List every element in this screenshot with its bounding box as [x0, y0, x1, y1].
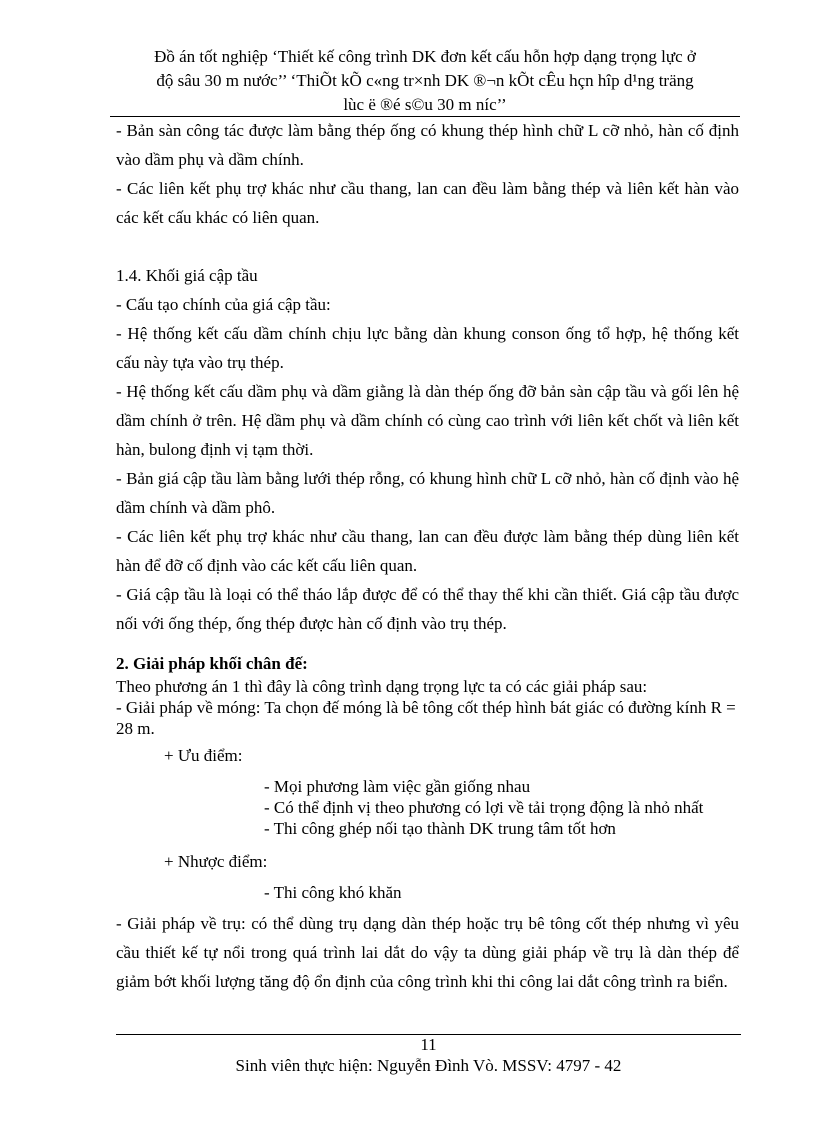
section-1-4-item: - Cấu tạo chính của giá cập tầu: [116, 295, 331, 314]
advantage-item: - Thi công ghép nối tạo thành DK trung tâm tốt hơn [264, 819, 616, 838]
section-1-4-item: - Các liên kết phụ trợ khác như cầu thang, lan can đều được làm bằng thép dùng liên kết hàn để đỡ cố định vào các kết cấu liên quan. [116, 527, 739, 575]
advantages-label: + Ưu điểm: [164, 746, 243, 765]
main-content [116, 116, 739, 996]
header-line-1: Đồ án tốt nghiệp ‘Thiết kế công trình DK đơn kết cấu hỗn hợp dạng trọng lực ở [154, 47, 696, 66]
header-line-2: độ sâu 30 m nước’’ ‘ThiÕt kÕ c«ng tr×nh DK ®¬n kÕt cÊu hçn hîp d¹ng träng [156, 71, 694, 90]
paragraph-auxiliary-links: - Các liên kết phụ trợ khác như cầu thang, lan can đều làm bằng thép và liên kết hàn vào các kết cấu khác có liên quan. [116, 179, 739, 227]
section-1-4-item: - Bản giá cập tầu làm bằng lưới thép rỗng, có khung hình chữ L cỡ nhỏ, hàn cố định vào hệ dầm chính và dầm phô. [116, 469, 739, 517]
section-1-4-item: - Hệ thống kết cấu dầm chính chịu lực bằng dàn khung conson ống tổ hợp, hệ thống kết cấu này tựa vào trụ thép. [116, 324, 739, 372]
advantage-item: - Có thể định vị theo phương có lợi về tải trọng động là nhỏ nhất [264, 798, 704, 817]
advantage-item: - Mọi phương làm việc gần giống nhau [264, 777, 531, 796]
paragraph-deck-slab: - Bản sàn công tác được làm bằng thép ống có khung thép hình chữ L cỡ nhỏ, hàn cố định vào dầm phụ và dầm chính. [116, 121, 739, 169]
section-1-4-item: - Giá cập tầu là loại có thể tháo lắp được để có thể thay thế khi cần thiết. Giá cập tầu được nối với ống thép, ống thép được hàn cố định vào trụ thép. [116, 585, 739, 633]
section-1-4-title: 1.4. Khối giá cập tầu [116, 266, 258, 285]
section-2-intro: Theo phương án 1 thì đây là công trình dạng trọng lực ta có các giải pháp sau: [116, 677, 648, 696]
pillar-solution: - Giải pháp về trụ: có thể dùng trụ dạng dàn thép hoặc trụ bê tông cốt thép nhưng vì yêu cầu thiết kế tự nổi trong quá trình lai dắt do vậy ta dùng giải pháp về trụ là dàn thép để giảm bớt khối lượng tăng độ ổn định của công trình khi thi công lai dắt công trình ra biển. [116, 914, 739, 991]
foundation-solution: - Giải pháp về móng: Ta chọn đế móng là bê tông cốt thép hình bát giác có đường kính R = 28 m. [116, 698, 736, 738]
disadvantages-label: + Nhược điểm: [164, 852, 268, 871]
header-line-3: lùc ë ®é s©u 30 m níc’’ [343, 95, 507, 114]
section-1-4-item: - Hệ thống kết cấu dầm phụ và dầm giằng là dàn thép ống đỡ bản sàn cập tầu và gối lên hệ dầm chính ở trên. Hệ dầm phụ và dầm chính có cùng cao trình với liên kết chốt và liên kết hàn, bulong định vị tạm thời. [116, 382, 739, 459]
section-2-title: 2. Giải pháp khối chân đế: [116, 654, 308, 673]
disadvantage-item: - Thi công khó khăn [264, 883, 402, 902]
page-footer: Sinh viên thực hiện: Nguyễn Đình Vò. MSSV: 4797 - 42 [235, 1056, 622, 1075]
page-header [110, 45, 740, 117]
page-number: 11 [420, 1035, 437, 1054]
blank-line [116, 232, 739, 261]
